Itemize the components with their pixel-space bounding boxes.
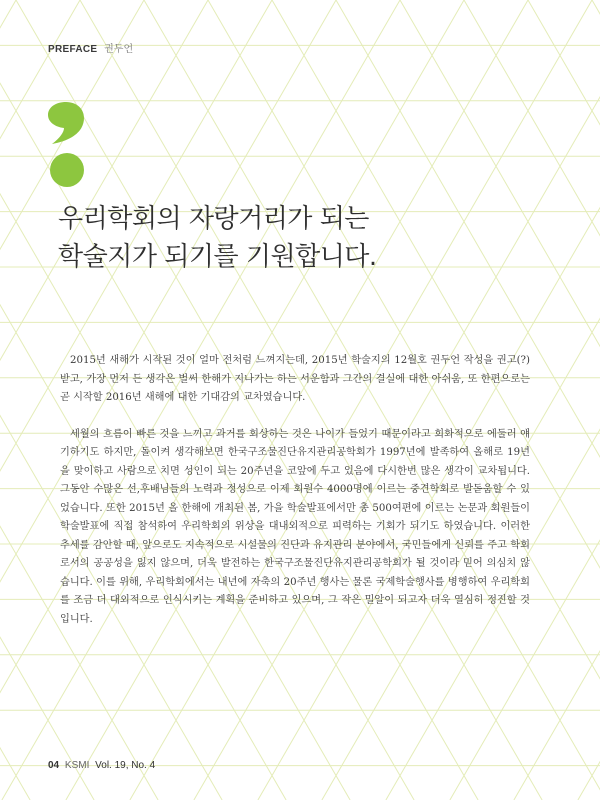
quote-mark-icon — [46, 100, 86, 196]
paragraph-2: 세월의 흐름이 빠른 것을 느끼고 과거를 회상하는 것은 나이가 들었기 때문이라고 희화적으로 에둘러 얘기하기도 하지만, 돌이켜 생각해보면 한국구조물진단유지관리공학회가 1997년에 발족하여 올해로 19년을 맞이하고 사람으로 치면 성인이 되는 20주년을 코앞에 두고 있음에 다시한번 많은 생각이 교차됩니다. 그동안 수많은 선,후배님들의 노력과 정성으로 이제 회원수 4000명에 이르는 중견학회로 발돋움할 수 있었습니다. 또한 2015년 올 한해에 개최된 봄, 가을 학술발표에서만 총 500여편에 이르는 논문과 회원들이 학술발표에 직접 참석하여 우리학회의 위상을 대내외적으로 피력하는 기회가 되기도 하였습니다. 이러한 추세를 감안할 때, 앞으로도 지속적으로 시설물의 진단과 유지관리 분야에서, 국민들에게 신뢰를 주고 학회로서의 공공성을 잃지 않으며, 더욱 발전하는 한국구조물진단유지관리공학회가 될 것이라 믿어 의심치 않습니다. 이를 위해, 우리학회에서는 내년에 자축의 20주년 행사는 물론 국제학술행사를 병행하여 우리학회를 조금 더 대외적으로 인식시키는 계획을 준비하고 있으며, 그 작은 밀알이 되고자 더욱 열심히 정진할 것입니다. — [60, 428, 530, 625]
page-footer — [48, 760, 155, 771]
title-line-1: 우리학회의 자랑거리가 되는 — [58, 204, 369, 234]
page-title — [58, 200, 377, 276]
journal-volume: Vol. 19, No. 4 — [95, 760, 156, 771]
page-number: 04 — [48, 760, 60, 771]
article-body — [60, 352, 530, 647]
section-label: PREFACE — [48, 44, 98, 55]
subsection-label: 권두언 — [104, 44, 134, 55]
title-line-2: 학술지가 되기를 기원합니다. — [58, 242, 377, 272]
journal-brand: KSMI — [64, 760, 90, 771]
paragraph-1: 2015년 새해가 시작된 것이 얼마 전처럼 느껴지는데, 2015년 학술지의 12월호 권두언 작성을 권고(?) 받고, 가장 먼저 든 생각은 벌써 한해가 지나가는 하는 서운함과 그간의 결실에 대한 아쉬움, 또 한편으로는 곧 시작할 2016년 새해에 대한 기대감의 교차였습니다. — [60, 355, 530, 403]
page-header — [48, 40, 133, 55]
